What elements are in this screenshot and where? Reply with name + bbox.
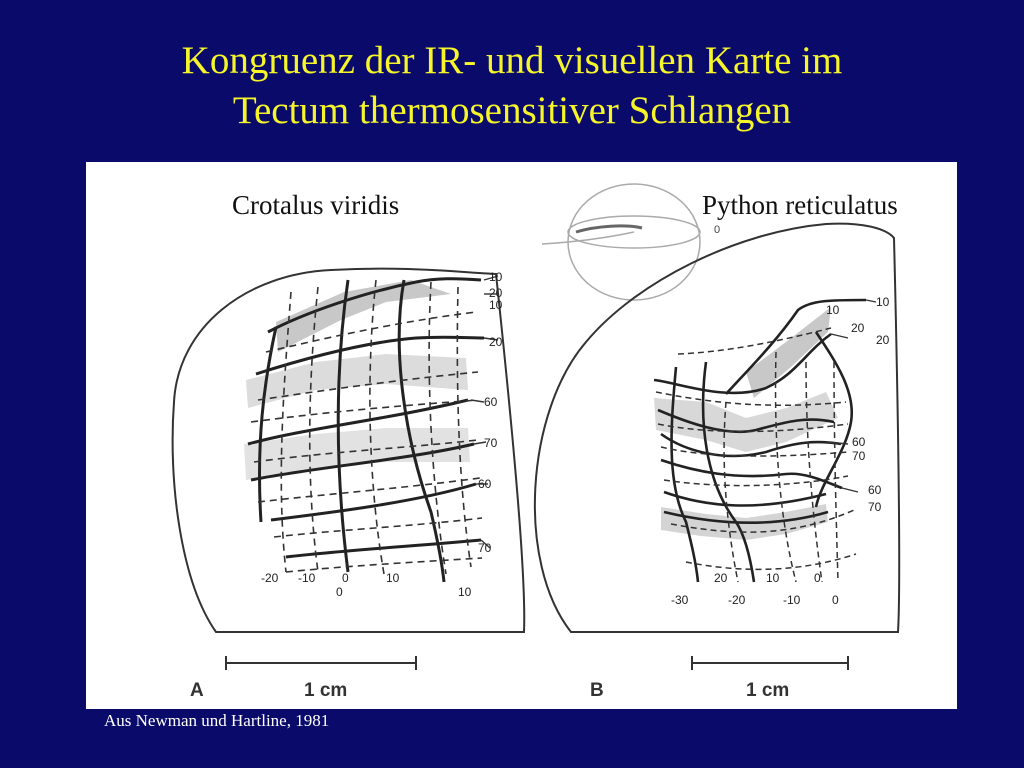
b-right-label-7: 60	[868, 483, 882, 497]
a-right-label-2: 20	[489, 286, 503, 300]
panel-letter-b: B	[590, 680, 604, 701]
a-right-label-6: 70	[484, 436, 498, 450]
a-bottom-label-6: 10	[458, 585, 472, 599]
b-right-label-5: 60	[852, 435, 866, 449]
scale-bar-b	[692, 656, 848, 670]
source-citation: Aus Newman und Hartline, 1981	[104, 711, 330, 730]
b-right-label-1: 10	[876, 295, 890, 309]
tectum-map-drawing	[86, 162, 957, 709]
scale-label-b: 1 cm	[746, 680, 790, 701]
panel-letter-a: A	[190, 680, 204, 701]
a-right-label-4: 20	[489, 335, 503, 349]
a-right-label-7: 60	[478, 477, 492, 491]
b-bottom-label-3: -20	[728, 593, 746, 607]
title-line-2: Tectum thermosensitiver Schlangen	[232, 89, 792, 132]
species-label-right: Python reticulatus	[702, 190, 898, 220]
b-bottom-label-6: 0	[814, 571, 821, 585]
b-bottom-label-1: -30	[671, 593, 689, 607]
scale-bar-a	[226, 656, 416, 670]
b-right-label-4: 20	[876, 333, 890, 347]
b-bottom-label-2: 20	[714, 571, 728, 585]
a-bottom-label-4: 0	[336, 585, 343, 599]
b-right-label-6: 70	[852, 449, 866, 463]
b-right-label-2: 10	[826, 303, 840, 317]
eye-sphere-sketch	[542, 184, 700, 300]
scale-label-a: 1 cm	[304, 680, 348, 701]
a-bottom-label-3: 0	[342, 571, 349, 585]
a-bottom-label-1: -20	[261, 571, 279, 585]
a-right-label-1: 10	[489, 270, 503, 284]
b-bottom-label-7: 0	[832, 593, 839, 607]
b-right-label-8: 70	[868, 500, 882, 514]
shade-band-b1	[746, 307, 831, 398]
a-right-label-8: 70	[478, 541, 492, 555]
b-top-label: 0	[714, 224, 721, 236]
a-bottom-label-5: 10	[386, 571, 400, 585]
b-right-label-3: 20	[851, 321, 865, 335]
tick-leaders-a	[471, 276, 498, 548]
a-right-label-5: 60	[484, 395, 498, 409]
shade-band-a2	[246, 354, 468, 408]
species-label-left: Crotalus viridis	[232, 190, 400, 220]
figure-panel	[86, 162, 957, 709]
b-bottom-label-4: 10	[766, 571, 780, 585]
a-bottom-label-2: -10	[298, 571, 316, 585]
b-bottom-label-5: -10	[783, 593, 801, 607]
slide-title	[0, 36, 1024, 136]
title-line-1: Kongruenz der IR- und visuellen Karte im	[181, 39, 843, 82]
a-right-label-3: 10	[489, 298, 503, 312]
